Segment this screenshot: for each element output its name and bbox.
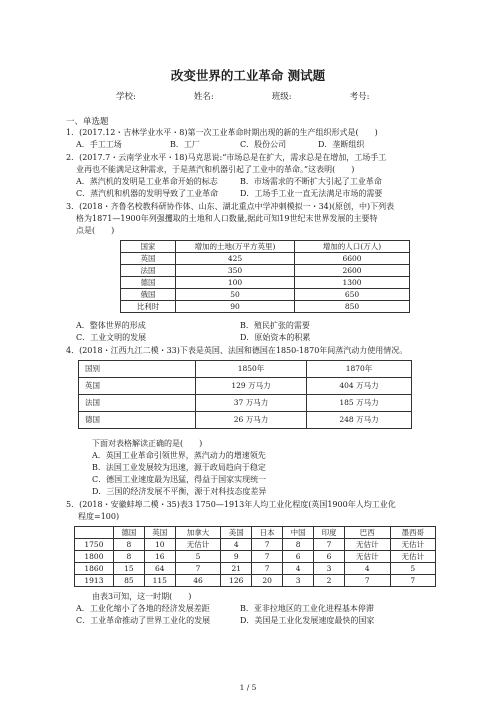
table-cell: 425 — [176, 253, 295, 265]
table-cell: 8 — [113, 551, 144, 563]
q5-lead: 由表3可知，这一时期( ) — [92, 592, 192, 601]
q5-stem-line1: 5．(2018・安徽蚌埠二模・35)表3 1750—1913年人均工业化程度(英国1900年人均工业化 — [66, 500, 396, 509]
table-row — [75, 551, 436, 563]
section-heading: 一、单选题 — [66, 117, 109, 127]
table-row — [79, 395, 412, 412]
q5-stem-line2: 程度=100) — [78, 512, 120, 521]
table-cell: 4 — [345, 563, 390, 575]
table-cell: 7 — [252, 551, 283, 563]
q3-table — [120, 240, 410, 313]
table-header: 增加的人口(万人) — [295, 241, 410, 253]
q4-stem: 4．(2018・江西九江二模・33)下表是英国、法国和德国在1850-1870年间蒸汽动力使用情况。 — [66, 346, 408, 355]
table-cell: 1913 — [75, 575, 114, 587]
table-cell: 185 万马力 — [307, 395, 412, 412]
table-cell: 1750 — [75, 539, 114, 551]
exam-number-label: 考号: — [349, 92, 370, 102]
q1-option-c: C．股份公司 — [240, 140, 287, 149]
table-header: 英国 — [144, 527, 175, 539]
q5-table — [74, 526, 436, 587]
q2-option-a: A．蒸汽机的发明是工业革命开始的标志 — [76, 177, 218, 186]
table-cell: 7 — [175, 563, 220, 575]
table-header: 德国 — [113, 527, 144, 539]
table-cell: 46 — [175, 575, 220, 587]
class-label: 班级: — [271, 92, 292, 102]
table-cell: 8 — [283, 539, 314, 551]
table-cell: 2600 — [295, 265, 410, 277]
table-cell: 6 — [314, 551, 345, 563]
table-header: 国别 — [79, 361, 196, 378]
table-cell: 50 — [176, 289, 295, 301]
table-row — [75, 563, 436, 575]
table-cell: 115 — [144, 575, 175, 587]
table-cell: 9 — [221, 551, 252, 563]
table-cell: 15 — [113, 563, 144, 575]
name-label: 姓名: — [193, 92, 214, 102]
table-header: 增加的土地(万平方英里) — [176, 241, 295, 253]
table-row — [75, 539, 436, 551]
table-header: 日本 — [252, 527, 283, 539]
table-cell: 100 — [176, 277, 295, 289]
table-cell: 6 — [283, 551, 314, 563]
q5-option-d: D．美国是工业化发展速度最快的国家 — [240, 616, 375, 625]
table-cell: 4 — [221, 539, 252, 551]
table-cell: 1800 — [75, 551, 114, 563]
table-cell: 英国 — [121, 253, 176, 265]
q4-lead: 下面对表格解读正确的是( ) — [92, 439, 203, 448]
table-cell: 3 — [314, 563, 345, 575]
table-cell: 404 万马力 — [307, 378, 412, 395]
table-header: 墨西哥 — [390, 527, 436, 539]
table-cell: 无估计 — [345, 551, 390, 563]
q1-stem: 1．(2017.12・吉林学业水平・8)第一次工业革命时期出现的新的生产组织形式是( ) — [66, 128, 378, 137]
table-cell: 90 — [176, 301, 295, 313]
table-cell: 7 — [345, 575, 390, 587]
table-cell: 20 — [252, 575, 283, 587]
school-label: 学校: — [116, 92, 136, 102]
q3-stem-line2: 格为1871—1900年列强攫取的土地和人口数量,据此可知19世纪末世界发展的主要特 — [76, 214, 378, 223]
table-cell: 7 — [252, 539, 283, 551]
table-header: 1870年 — [307, 361, 412, 378]
table-header: 中国 — [283, 527, 314, 539]
table-cell: 248 万马力 — [307, 412, 412, 429]
q2-option-b: B．市场需求的不断扩大引起了工业革命 — [240, 177, 382, 186]
q3-option-d: D．原始资本的积累 — [240, 333, 311, 342]
table-header: 加拿大 — [175, 527, 220, 539]
table-header: 巴西 — [345, 527, 390, 539]
table-header: 国家 — [121, 241, 176, 253]
table-cell: 26 万马力 — [196, 412, 307, 429]
table-cell: 无估计 — [390, 539, 436, 551]
table-cell: 德国 — [121, 277, 176, 289]
table-cell: 法国 — [121, 265, 176, 277]
table-row — [121, 265, 410, 277]
q2-option-d: D．工场手工业一直无法满足市场的需要 — [240, 189, 383, 198]
table-cell: 129 万马力 — [196, 378, 307, 395]
q5-option-b: B．亚非拉地区的工业化进程基本停滞 — [240, 604, 374, 613]
q4-option-d: D．三国的经济发展不平衡，源于对科技态度差异 — [92, 487, 267, 496]
table-cell: 10 — [144, 539, 175, 551]
table-row — [121, 301, 410, 313]
table-header — [75, 527, 114, 539]
q5-option-c: C．工业革命推动了世界工业化的发展 — [76, 616, 211, 625]
table-cell: 俄国 — [121, 289, 176, 301]
table-cell: 无估计 — [390, 551, 436, 563]
table-row — [75, 575, 436, 587]
table-header: 美国 — [221, 527, 252, 539]
table-cell: 6600 — [295, 253, 410, 265]
table-cell: 比利时 — [121, 301, 176, 313]
table-cell: 650 — [295, 289, 410, 301]
table-cell: 8 — [113, 539, 144, 551]
q3-stem-line3: 点是( ) — [76, 226, 115, 235]
page-title: 改变世界的工业革命 测试题 — [170, 68, 326, 83]
table-header-row — [121, 241, 410, 253]
table-cell: 法国 — [79, 395, 196, 412]
table-cell: 850 — [295, 301, 410, 313]
table-cell: 1860 — [75, 563, 114, 575]
table-cell: 无估计 — [345, 539, 390, 551]
table-cell: 126 — [221, 575, 252, 587]
q1-option-b: B．工厂 — [170, 140, 200, 149]
table-cell: 7 — [252, 563, 283, 575]
table-row — [121, 253, 410, 265]
table-row — [79, 412, 412, 429]
q3-option-a: A．整体世界的形成 — [76, 321, 146, 330]
q1-option-d: D．垄断组织 — [318, 140, 365, 149]
page-number: 1 / 5 — [239, 683, 257, 692]
table-cell: 64 — [144, 563, 175, 575]
q3-option-b: B．殖民扩张的需要 — [240, 321, 310, 330]
table-cell: 1300 — [295, 277, 410, 289]
table-cell: 4 — [283, 563, 314, 575]
table-cell: 2 — [314, 575, 345, 587]
table-cell: 7 — [390, 575, 436, 587]
q4-table — [78, 360, 412, 429]
table-cell: 5 — [175, 551, 220, 563]
q2-stem-line2: 业再也不能满足这种需求，于是蒸汽和机器引起了工业中的革命。”这表明( ) — [76, 165, 355, 174]
table-cell: 5 — [390, 563, 436, 575]
q3-stem-line1: 3．(2018・齐鲁名校教科研协作体、山东、湖北重点中学冲刺模拟一・34)(原创，中)下列表 — [66, 202, 395, 211]
table-header-row — [79, 361, 412, 378]
q4-option-c: C．德国工业速度最为迅猛，得益于国家实现统一 — [92, 475, 267, 484]
table-cell: 37 万马力 — [196, 395, 307, 412]
table-cell: 英国 — [79, 378, 196, 395]
table-cell: 德国 — [79, 412, 196, 429]
table-row — [79, 378, 412, 395]
table-cell: 16 — [144, 551, 175, 563]
table-header: 印度 — [314, 527, 345, 539]
q2-stem-line1: 2．(2017.7・云南学业水平・18)马克思说:“市场总是在扩大，需求总是在增加，工场手工 — [66, 153, 387, 162]
q2-option-c: C．蒸汽机和机器的发明导致了工业革命 — [76, 189, 219, 198]
q3-option-c: C．工业文明的发展 — [76, 333, 147, 342]
table-cell: 85 — [113, 575, 144, 587]
q5-option-a: A．工业化缩小了各地的经济发展差距 — [76, 604, 210, 613]
table-cell: 350 — [176, 265, 295, 277]
student-info-line — [116, 90, 436, 102]
q4-option-a: A．英国工业革命引领世界，蒸汽动力的增速领先 — [92, 451, 266, 460]
table-row — [121, 289, 410, 301]
table-header-row — [75, 527, 436, 539]
table-cell: 7 — [314, 539, 345, 551]
table-row — [121, 277, 410, 289]
q4-option-b: B．法国工业发展较为迅速，源于政局趋向于稳定 — [92, 463, 266, 472]
table-header: 1850年 — [196, 361, 307, 378]
table-cell: 3 — [283, 575, 314, 587]
table-cell: 21 — [221, 563, 252, 575]
table-cell: 无估计 — [175, 539, 220, 551]
q1-option-a: A．手工工场 — [76, 140, 122, 149]
